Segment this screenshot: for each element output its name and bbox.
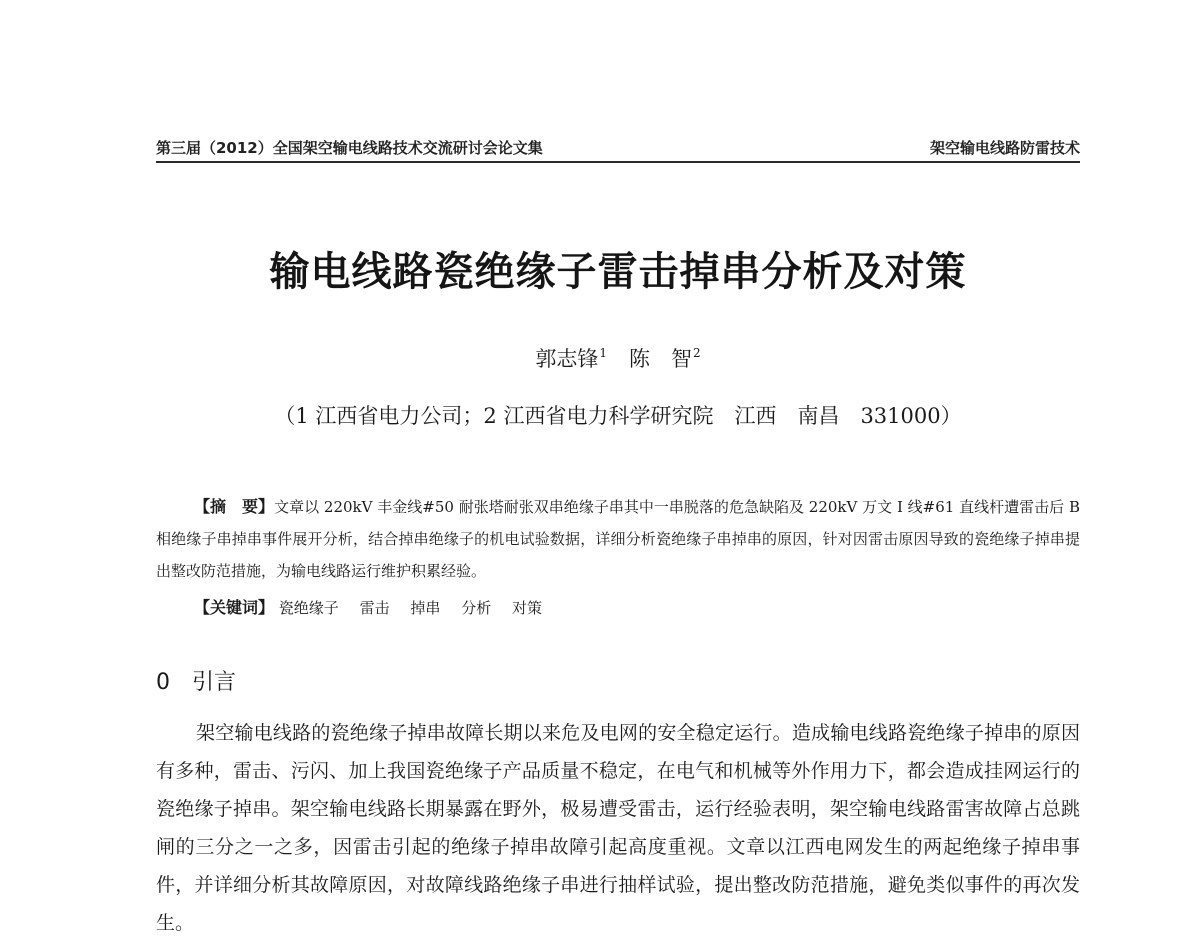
- abstract: [156, 491, 1080, 587]
- abstract-label: 【摘 要】: [194, 497, 275, 516]
- keyword: 对策: [511, 599, 542, 617]
- affiliation-text: （1 江西省电力公司；2 江西省电力科学研究院 江西 南昌 331000）: [274, 404, 962, 428]
- keywords: [194, 594, 1080, 622]
- header-rule: [156, 161, 1080, 163]
- running-header: [156, 137, 1080, 158]
- author-name: 陈 智: [629, 347, 692, 371]
- author-list: [156, 343, 1080, 373]
- paper-title: 输电线路瓷绝缘子雷击掉串分析及对策: [269, 249, 967, 295]
- author-name: 郭志锋: [535, 347, 599, 371]
- keyword: 掉串: [410, 599, 441, 617]
- section-title: 引言: [192, 670, 237, 695]
- section-heading: [156, 665, 236, 696]
- keyword: 分析: [461, 599, 492, 617]
- header-proceedings-title: 第三届（2012）全国架空输电线路技术交流研讨会论文集: [156, 139, 543, 157]
- keyword: 雷击: [359, 599, 390, 617]
- author-affiliation-mark: 2: [693, 346, 701, 360]
- affiliation: [156, 400, 1080, 430]
- body-paragraph: 架空输电线路的瓷绝缘子掉串故障长期以来危及电网的安全稳定运行。造成输电线路瓷绝缘子掉串的原因有多种，雷击、污闪、加上我国瓷绝缘子产品质量不稳定，在电气和机械等外作用力下，都会造成挂网运行的瓷绝缘子掉串。架空输电线路长期暴露在野外，极易遭受雷击，运行经验表明，架空输电线路雷害故障占总跳闸的三分之一之多，因雷击引起的绝缘子掉串故障引起高度重视。文章以江西电网发生的两起绝缘子掉串事件，并详细分析其故障原因，对故障线路绝缘子串进行抽样试验，提出整改防范措施，避免类似事件的再次发生。: [156, 722, 1080, 934]
- keyword: 瓷绝缘子: [278, 599, 339, 617]
- author-affiliation-mark: 1: [599, 346, 607, 360]
- abstract-text: 文章以 220kV 丰金线#50 耐张塔耐张双串绝缘子串其中一串脱落的危急缺陷及 220kV 万文 I 线#61 直线杆遭雷击后 B 相绝缘子串掉串事件展开分析，结合掉串绝缘子的机电试验数据，详细分析瓷绝缘子串掉串的原因，针对因雷击原因导致的瓷绝缘子掉串提出整改防范措施，为输电线路运行维护积累经验。: [156, 498, 1080, 580]
- header-section-title: 架空输电线路防雷技术: [929, 139, 1080, 157]
- keywords-label: 【关键词】: [194, 598, 275, 617]
- section-number: 0: [156, 670, 170, 695]
